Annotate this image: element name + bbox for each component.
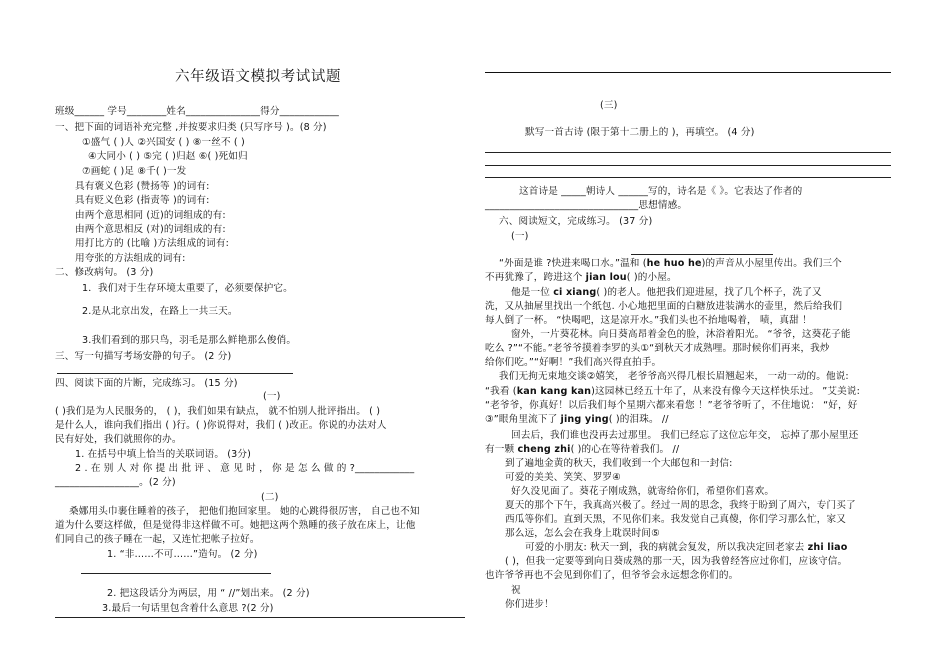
question-2-heading: 二、修改病句。 (3 分) — [55, 267, 154, 278]
passage-1-line-1: ( )我们是为人民服务的， ( )，我们如果有缺点， 就不怕别人批评指出。 ( ) — [55, 406, 381, 417]
letter-greeting: 可爱的美美、笑笑、罗罗④ — [505, 472, 621, 483]
question-6-heading: 六、阅读短文，完成练习。 (37 分) — [499, 216, 653, 227]
letter-line-3: 西瓜等你们。直到天黑，不见你们来。我发觉自己真傻，你们学习那么忙，家又 — [505, 514, 847, 525]
passage-1-q1: 1. 在括号中填上恰当的关联词语。 (3分) — [75, 449, 252, 460]
pinyin-chengzhi: cheng zhi — [517, 444, 571, 455]
idiom-row-1: ①盛气 ( )人 ②兴国安 ( ) ⑧一丝不 ( ) — [82, 137, 245, 148]
page-title: 六年级语文模拟考试试题 — [175, 69, 342, 85]
passage-1-line-2: 是什么人，谁向我们指出 ( )行。( )你说得对，我们 ( )改正。你说的办法对人 — [55, 420, 387, 431]
letter-wish: 你们进步！ — [505, 599, 554, 610]
pinyin-jingying: jing ying — [560, 414, 609, 425]
section-label-1: (一) — [263, 391, 281, 402]
idiom-row-3: ⑦画蛇 ( )足 ⑧千( )一发 — [82, 166, 187, 177]
answer-line — [55, 617, 465, 618]
sentence-2: 2.是从北京出发，在路上一共三天。 — [82, 306, 238, 317]
passage-2-line-2: 道为什么要这样做，但是觉得非这样做不可。她把这两个熟睡的孩子放在床上，让他 — [55, 520, 416, 531]
title-answer-line — [631, 254, 773, 255]
sentence-3: 3.我们看到的那只鸟，羽毛是那么鲜艳那么俊俏。 — [82, 335, 297, 346]
pinyin-jianlou: jian lou — [585, 272, 627, 283]
section-label-r1: (一) — [511, 231, 529, 242]
question-4-heading: 四、阅读下面的片断，完成练习。 (15 分) — [55, 378, 238, 389]
student-info-line: 班级______ 学号________姓名_______________得分____________ — [55, 106, 339, 117]
poem-fill-line-2: _______________________________思想情感。 — [485, 200, 688, 211]
passage-1-line-3: 民有好处，我们就照你的办。 — [55, 434, 182, 445]
story-line-13: 回去后，我们谁也没再去过那里。 我们已经忘了这位忘年交， 忘掉了那小屋里还 — [511, 430, 859, 441]
letter-line-5: 可爱的小朋友: 秋天一到，我的病就会复发，所以我决定回老家去 zhi liao — [525, 542, 848, 553]
letter-line-2: 夏天的那个下午，我真高兴极了。经过一周的思念，我终于盼到了周六，专门买了 — [505, 500, 856, 511]
passage-2-q3: 3.最后一句话里包含着什么意思 ?(2 分) — [102, 603, 274, 614]
story-line-4: 洗，又从抽屉里找出一个纸包. 小心地把里面的白糖放进装满水的壶里，然后给我们 — [485, 301, 843, 312]
category-positive: 具有褒义色彩 (赞扬等 )的词有: — [75, 181, 210, 192]
passage-1-q2: 2 . 在 别 人 对 你 提 出 批 评 、 意 见 时 ， 你 是 怎 么 做 的 ?____________ — [75, 463, 415, 474]
letter-line-7: 也许爷爷再也不会见到你们了，但爷爷会永远想念你们的。 — [485, 570, 739, 581]
poem-answer-line-1 — [485, 152, 891, 153]
story-line-7: 吃么 ?”“不能。”老爷爷摸着李罗的头①“到秋天才成熟哩。那时候你们再来，我炒 — [485, 343, 830, 354]
story-line-8: 给你们吃。”“好啊！”我们高兴得直拍手。 — [485, 357, 662, 368]
story-line-2: 不再犹豫了，跨进这个 jian lou( )的小屋。 — [485, 272, 677, 283]
category-antonym: 由两个意思相反 (对)的词组成的有: — [75, 224, 226, 235]
poem-fill-line-1: 这首诗是 _____朝诗人 ______写的，诗名是《 》。它表达了作者的 — [519, 186, 803, 197]
passage-2-q1: 1. “非……不可……”造句。 (2 分) — [107, 549, 258, 560]
letter-line-4: 那么远，怎么会在我身上耽误时间⑤ — [505, 528, 660, 539]
category-negative: 具有贬义色彩 (指责等 )的词有: — [75, 195, 210, 206]
story-line-15: 到了遍地金黄的秋天，我们收到一个大邮包和一封信: — [505, 458, 733, 469]
passage-2-q2: 2. 把这段话分为两层，用 “ //”划出来。 (2 分) — [107, 588, 310, 599]
story-line-9: 我们无拘无束地交谈②嬉笑， 老爷爷高兴得几根长眉翘起来， 一动一动的。他说: — [499, 371, 849, 382]
top-rule — [485, 72, 891, 73]
category-exaggeration: 用夸张的方法组成的词有: — [75, 253, 186, 264]
letter-line-6: ( )，但我一定要等到向日葵成熟的那一天，因为我曾经答应过你们，应该守信。 — [505, 556, 848, 567]
passage-1-q2-cont: _________________。(2 分) — [55, 477, 176, 488]
sentence-1: 1．我们对于生存环境太重要了，必须要保护它。 — [82, 283, 293, 294]
story-line-6: 窗外，一片葵花林。向日葵高昂着金色的脸，沐浴着阳光。 “爷爷，这葵花子能 — [511, 329, 851, 340]
idiom-row-2: ④大同小 ( ) ⑤完 ( )归赵 ⑥( )死如归 — [88, 151, 248, 162]
category-metaphor: 用打比方的 (比喻 )方法组成的词有: — [75, 238, 229, 249]
section-label-3: (三) — [600, 100, 618, 111]
letter-closing: 祝 — [511, 585, 521, 596]
section-label-2: (二) — [261, 492, 279, 503]
passage-2-line-3: 们同自己的孩子睡在一起，又连忙把帐子拉好。 — [55, 534, 260, 545]
story-line-1: “外面是谁 ?快进来喝口水。”温和 (he huo he)的声音从小屋里传出。我们三个 — [499, 258, 842, 269]
pinyin-zhiliao: zhi liao — [807, 542, 848, 553]
story-line-14: 有一颗 cheng zhi( )的心在等待着我们。 // — [485, 444, 680, 455]
story-line-5: 每人倒了一杯。 “快喝吧，这是凉开水。”我们头也不抬地喝着， 啧，真甜 ！ — [485, 315, 812, 326]
answer-line — [81, 573, 271, 574]
passage-2-line-1: 桑娜用头巾裹住睡着的孩子， 把他们抱回家里。 她的心跳得很厉害， 自己也不知 — [69, 506, 420, 517]
story-line-11: “老爷爷，你真好！以后我们每个星期六都来看您 ！”老爷爷听了，不住地说： “好，好 — [485, 400, 858, 411]
story-line-3: 他是一位 ci xiang( )的老人。他把我们迎进屋，找了几个杯子，洗了又 — [511, 287, 822, 298]
pinyin-kankangkan: kan kang kan — [516, 386, 592, 397]
poem-answer-line-3 — [485, 177, 891, 178]
story-line-10: “我看 (kan kang kan)这园林已经五十年了，从来没有像今天这样快乐过。 ”艾美说: — [485, 386, 861, 397]
answer-line — [57, 373, 293, 374]
poem-question: 默写一首古诗 (限于第十二册上的 )，再填空。 (4 分) — [525, 127, 755, 138]
pinyin-cixiang: ci xiang — [553, 287, 597, 298]
question-1-heading: 一、把下面的词语补充完整 ,并按要求归类 (只写序号 )。(8 分) — [55, 122, 327, 133]
letter-line-1: 好久没见面了。葵花子刚成熟，就寄给你们，希望你们喜欢。 — [511, 486, 775, 497]
poem-answer-line-2 — [485, 165, 891, 166]
pinyin-hehuohe: he huo he — [646, 258, 702, 269]
story-line-12: ③”眼角里流下了 jing ying( )的泪珠。 // — [485, 414, 669, 425]
category-synonym: 由两个意思相同 (近)的词组成的有: — [75, 210, 226, 221]
question-3-heading: 三、写一句描写考场安静的句子。 (2 分) — [55, 351, 232, 362]
